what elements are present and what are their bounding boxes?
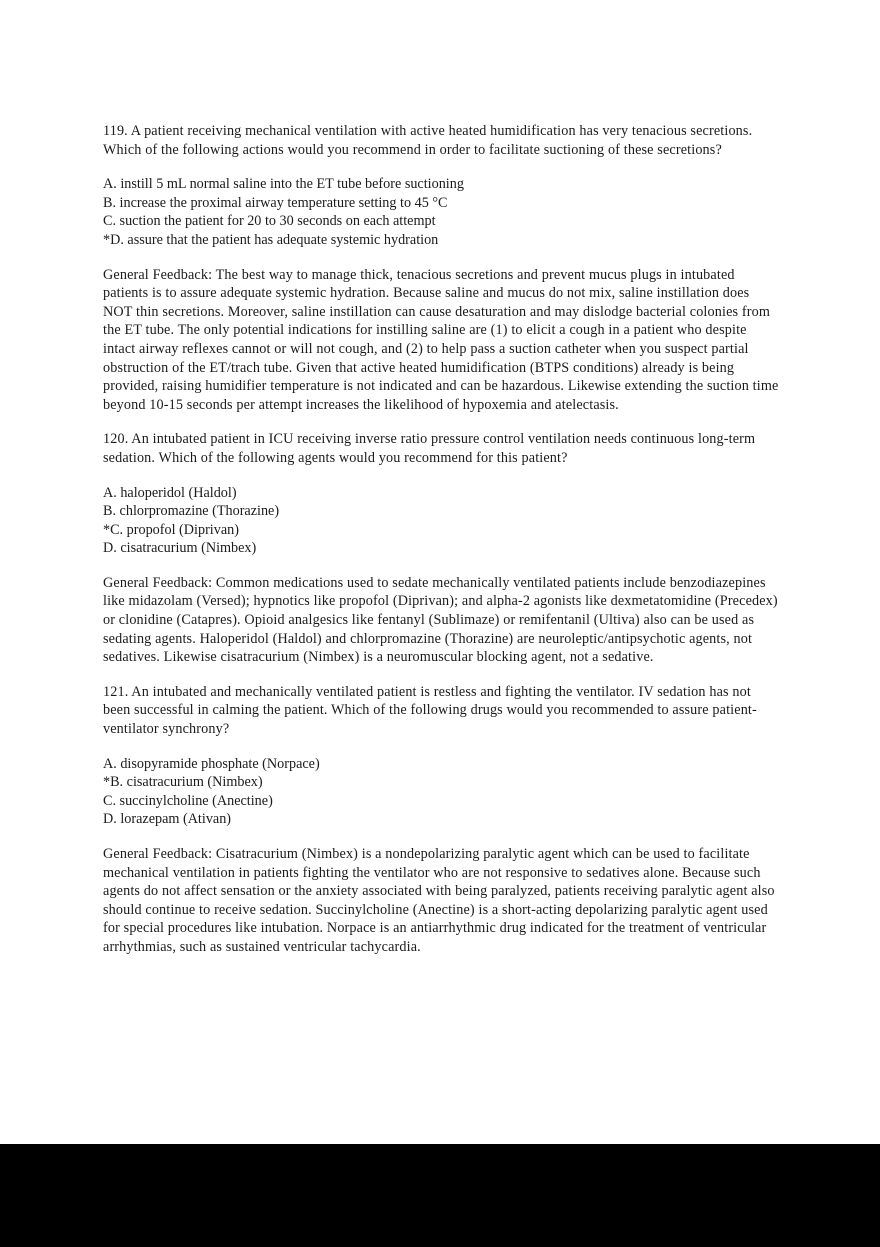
general-feedback-120: General Feedback: Common medications used to sedate mechanically ventilated patients include benzodiazepines like midazolam (Versed); hypnotics like propofol (Diprivan); and alpha-2 agonists like dexmetatomidine (Precedex) or clonidine (Catapres). Opioid analgesics like fentanyl (Sublimaze) or remifentanil (Ultiva) also can be used as sedating agents. Haloperidol (Haldol) and chlorpromazine (Thorazine) are neuroleptic/antipsychotic agents, not sedatives. Likewise cisatracurium (Nimbex) is a neuromuscular blocking agent, not a sedative.: [103, 574, 778, 666]
choice-item[interactable]: *B. cisatracurium (Nimbex): [103, 774, 263, 791]
answer-choices-121: [103, 755, 779, 829]
page-bottom-black-bar: [0, 1144, 880, 1247]
choice-item[interactable]: A. instill 5 mL normal saline into the ET tube before suctioning: [103, 176, 464, 193]
general-feedback-121: General Feedback: Cisatracurium (Nimbex) is a nondepolarizing paralytic agent which can be used to facilitate mechanical ventilation in patients fighting the ventilator who are not responsive to sedatives alone. Because such agents do not affect sensation or the anxiety associated with being paralyzed, patients receiving paralytic agent also should continue to receive sedation. Succinylcholine (Anectine) is a short-acting depolarizing paralytic agent used for special procedures like intubation. Norpace is an antiarrhythmic drug indicated for the treatment of ventricular arrhythmias, such as sustained ventricular tachycardia.: [103, 846, 775, 955]
document-text-column: [103, 122, 779, 957]
choice-list-120: [103, 484, 779, 558]
question-stem-119: 119. A patient receiving mechanical ventilation with active heated humidification has very tenacious secretions. Which of the following actions would you recommend in order to facilitate suctioning of these secretions?: [103, 123, 753, 158]
choice-item[interactable]: *C. propofol (Diprivan): [103, 521, 239, 538]
answer-choices-119: [103, 175, 779, 249]
feedback-block-121: [103, 845, 779, 957]
choice-item[interactable]: D. lorazepam (Ativan): [103, 811, 232, 828]
question-stem-120: 120. An intubated patient in ICU receiving inverse ratio pressure control ventilation needs continuous long-term sedation. Which of the following agents would you recommend for this patient?: [103, 431, 756, 466]
choice-list-121: [103, 755, 779, 829]
question-stem-121: 121. An intubated and mechanically ventilated patient is restless and fighting the ventilator. IV sedation has not been successful in calming the patient. Which of the following drugs would you recommended to assure patient-ventilator synchrony?: [103, 683, 757, 738]
choice-item[interactable]: A. disopyramide phosphate (Norpace): [103, 755, 320, 772]
feedback-block-120: [103, 574, 779, 667]
choice-item[interactable]: B. increase the proximal airway temperature setting to 45 °C: [103, 194, 448, 211]
choice-list-119: [103, 175, 779, 249]
answer-choices-120: [103, 484, 779, 558]
choice-item[interactable]: D. cisatracurium (Nimbex): [103, 540, 257, 557]
feedback-block-119: [103, 266, 779, 415]
choice-item[interactable]: *D. assure that the patient has adequate systemic hydration: [103, 231, 439, 248]
general-feedback-119: General Feedback: The best way to manage thick, tenacious secretions and prevent mucus plugs in intubated patients is to assure adequate systemic hydration. Because saline and mucus do not mix, saline instillation does NOT thin secretions. Moreover, saline instillation can cause desaturation and may dislodge bacterial colonies from the ET tube. The only potential indications for instilling saline are (1) to elicit a cough in a patient who despite intact airway reflexes cannot or will not cough, and (2) to help pass a suction catheter when you suspect partial obstruction of the ET/trach tube. Given that active heated humidification (BTPS conditions) already is being provided, raising humidifier temperature is not indicated and can be hazardous. Likewise extending the suction time beyond 10-15 seconds per attempt increases the likelihood of hypoxemia and atelectasis.: [103, 266, 779, 413]
choice-item[interactable]: C. succinylcholine (Anectine): [103, 792, 273, 809]
question-block-119: [103, 122, 779, 159]
question-block-121: [103, 683, 779, 739]
choice-item[interactable]: C. suction the patient for 20 to 30 seconds on each attempt: [103, 213, 436, 230]
choice-item[interactable]: A. haloperidol (Haldol): [103, 484, 237, 501]
choice-item[interactable]: B. chlorpromazine (Thorazine): [103, 503, 280, 520]
question-block-120: [103, 430, 779, 467]
